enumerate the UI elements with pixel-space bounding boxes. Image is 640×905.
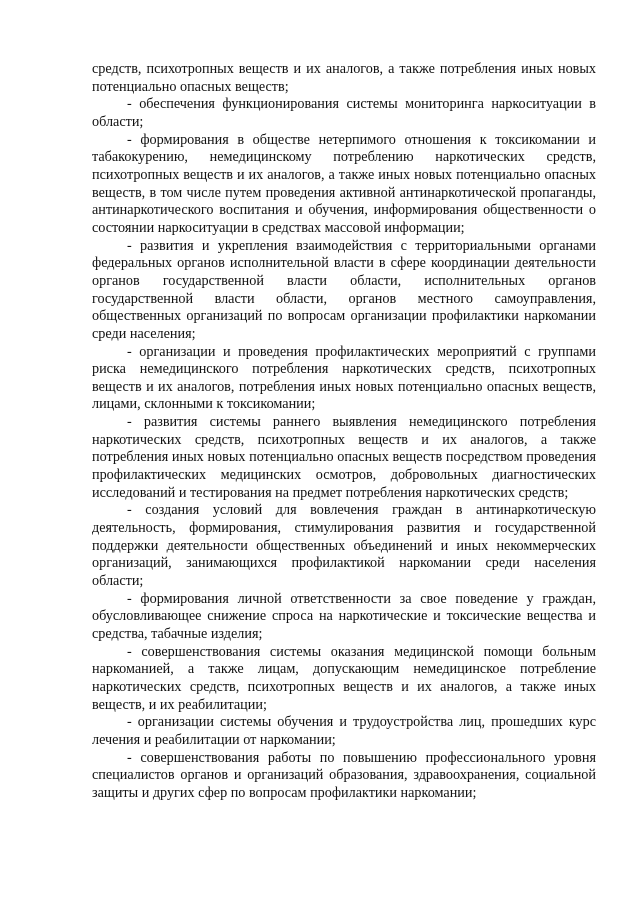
paragraph-cooperation: - развития и укрепления взаимодействия с территориальными органами федеральных органов исполнительной власти в сфере координации деятельности органов государственной власти области, исполнительных органов государственной власти области, органов местного самоуправления, общественных организаций по вопросам организации профилактики наркомании среди населения; <box>92 237 596 342</box>
paragraph-early-detection: - развития системы раннего выявления немедицинского потребления наркотических средств, психотропных веществ и их аналогов, а также потребления иных новых потенциально опасных веществ посредством проведения профилактических медицинских осмотров, добровольных диагностических исследований и тестирования на предмет потребления наркотических средств; <box>92 414 596 501</box>
paragraph-risk-groups: - организации и проведения профилактических мероприятий с группами риска немедицинского потребления наркотических средств, психотропных веществ и их аналогов, потребления иных новых потенциально опасных веществ, лицами, склонными к токсикомании; <box>92 343 596 413</box>
paragraph-continuation: средств, психотропных веществ и их аналогов, а также потребления иных новых потенциально опасных веществ; <box>92 61 596 95</box>
paragraph-personal-responsibility: - формирования личной ответственности за свое поведение у граждан, обусловливающее снижение спроса на наркотические и токсические вещества и средства, табачные изделия; <box>92 590 596 642</box>
paragraph-civic-involvement: - создания условий для вовлечения граждан в антинаркотическую деятельность, формирования, стимулирования развития и государственной поддержки деятельности общественных объединений и иных некоммерческих организаций, занимающихся профилактикой наркомании среди населения области; <box>92 502 596 590</box>
paragraph-intolerance: - формирования в обществе нетерпимого отношения к токсикомании и табакокурению, немедицинскому потреблению наркотических средств, психотропных веществ и их аналогов, а также иных новых потенциально опасных веществ, в том числе путем проведения активной антинаркотической пропаганды, антинаркотического воспитания и обучения, информирования общественности о состоянии наркоситуации в средствах массовой информации; <box>92 131 596 236</box>
paragraph-specialist-training: - совершенствования работы по повышению профессионального уровня специалистов органов и организаций образования, здравоохранения, социальной защиты и других сфер по вопросам профилактики наркомании; <box>92 749 596 801</box>
paragraph-employment: - организации системы обучения и трудоустройства лиц, прошедших курс лечения и реабилитации от наркомании; <box>92 714 596 748</box>
paragraph-medical-care: - совершенствования системы оказания медицинской помощи больным наркоманией, а также лицам, допускающим немедицинское потребление наркотических средств, психотропных веществ и их аналогов, а также иных веществ, и их реабилитации; <box>92 643 596 713</box>
paragraph-monitoring: - обеспечения функционирования системы мониторинга наркоситуации в области; <box>92 96 596 130</box>
document-page <box>92 61 596 803</box>
